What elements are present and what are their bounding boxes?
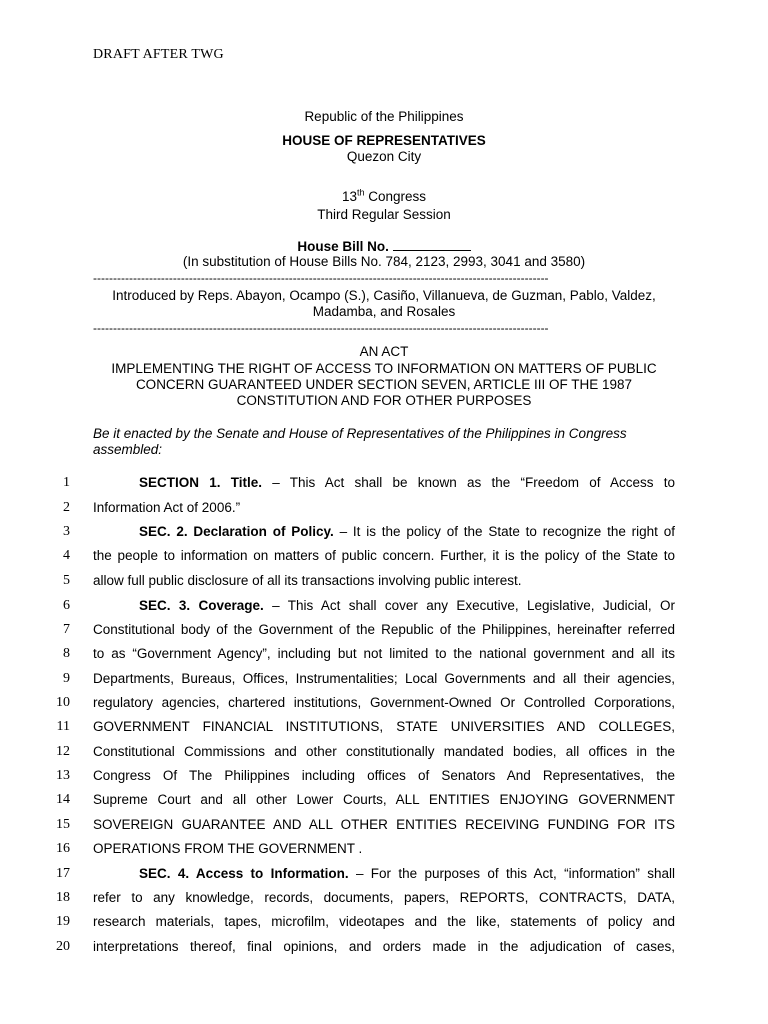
line-number: 11 xyxy=(56,719,70,734)
congress-ordinal: th xyxy=(356,187,365,198)
title-line-3: CONSTITUTION AND FOR OTHER PURPOSES xyxy=(236,393,532,408)
line-number: 16 xyxy=(56,841,70,856)
substitution-line: (In substitution of House Bills No. 784, 2123, 2993, 3041 and 3580) xyxy=(182,254,586,269)
title-line-1: IMPLEMENTING THE RIGHT OF ACCESS TO INFORMATION ON MATTERS OF PUBLIC xyxy=(111,361,657,376)
line-number: 1 xyxy=(63,475,70,490)
divider-bottom: ------------------------------------------------------------------------------------------------------------------ xyxy=(93,322,549,334)
line-number: 18 xyxy=(56,890,70,905)
line-number: 6 xyxy=(63,598,70,613)
line-number: 15 xyxy=(56,817,70,832)
divider-top: ------------------------------------------------------------------------------------------------------------------ xyxy=(93,272,549,284)
bill-number-line xyxy=(93,238,675,255)
body-line: interpretations thereof, final opinions, and orders made in the adjudication of cases, xyxy=(93,939,675,954)
body-line: Congress Of The Philippines including offices of Senators And Representatives, the xyxy=(93,768,675,783)
body-line: Information Act of 2006.” xyxy=(93,500,241,515)
line-number: 14 xyxy=(56,792,70,807)
line-number: 9 xyxy=(63,671,70,686)
introduced-line-1: Introduced by Reps. Abayon, Ocampo (S.), Casiño, Villanueva, de Guzman, Pablo, Valdez, xyxy=(112,288,656,303)
line-number: 10 xyxy=(56,695,70,710)
section-1-heading: SECTION 1. Title. xyxy=(139,475,262,490)
section-2-text: – It is the policy of the State to recognize the right of xyxy=(333,524,675,539)
body-line: refer to any knowledge, records, documents, papers, REPORTS, CONTRACTS, DATA, xyxy=(93,890,675,905)
body-line: Departments, Bureaus, Offices, Instrumentalities; Local Governments and all their agencies, xyxy=(93,671,675,686)
body-line: regulatory agencies, chartered institutions, Government-Owned Or Controlled Corporations, xyxy=(93,695,675,710)
section-1-text: – This Act shall be known as the “Freedom of Access to xyxy=(262,475,675,490)
body-line: GOVERNMENT FINANCIAL INSTITUTIONS, STATE UNIVERSITIES AND COLLEGES, xyxy=(93,719,675,734)
body-line: allow full public disclosure of all its transactions involving public interest. xyxy=(93,573,522,588)
body-line xyxy=(93,475,675,491)
line-number: 13 xyxy=(56,768,70,783)
congress-word: Congress xyxy=(364,189,427,204)
body-line: SOVEREIGN GUARANTEE AND ALL OTHER ENTITIES RECEIVING FUNDING FOR ITS xyxy=(93,817,675,832)
line-number: 17 xyxy=(56,866,70,881)
section-4-heading: SEC. 4. Access to Information. xyxy=(139,866,349,881)
line-number: 12 xyxy=(56,744,70,759)
line-number: 8 xyxy=(63,646,70,661)
line-number: 2 xyxy=(63,500,70,515)
body-line: Supreme Court and all other Lower Courts, ALL ENTITIES ENJOYING GOVERNMENT xyxy=(93,792,675,807)
congress-number: 13 xyxy=(341,189,357,204)
body-line: Constitutional body of the Government of the Republic of the Philippines, hereinafter referred xyxy=(93,622,675,637)
body-line: the people to information on matters of public concern. Further, it is the policy of the State to xyxy=(93,548,675,563)
congress-line xyxy=(93,189,675,205)
bill-number-blank xyxy=(393,238,471,251)
city-line: Quezon City xyxy=(346,149,422,164)
introduced-line-2: Madamba, and Rosales xyxy=(312,304,456,319)
body-line: research materials, tapes, microfilm, videotapes and the like, statements of policy and xyxy=(93,914,675,929)
enacting-clause: Be it enacted by the Senate and House of Representatives of the Philippines in Congress assembled: xyxy=(93,426,627,457)
line-number: 5 xyxy=(63,573,70,588)
body-line: to as “Government Agency”, including but not limited to the national government and all its xyxy=(93,646,675,661)
title-line-2: CONCERN GUARANTEED UNDER SECTION SEVEN, ARTICLE III OF THE 1987 xyxy=(135,377,633,392)
line-number: 20 xyxy=(56,939,70,954)
an-act-heading: AN ACT xyxy=(359,344,409,359)
body-line xyxy=(93,598,675,614)
line-number: 4 xyxy=(63,548,70,563)
line-number: 3 xyxy=(63,524,70,539)
republic-line: Republic of the Philippines xyxy=(304,109,464,124)
body-line xyxy=(93,524,675,540)
section-4-text: – For the purposes of this Act, “information” shall xyxy=(348,866,675,881)
body-line xyxy=(93,866,675,882)
body-line: OPERATIONS FROM THE GOVERNMENT . xyxy=(93,841,363,856)
session-line: Third Regular Session xyxy=(317,207,451,222)
bill-label: House Bill No. xyxy=(297,239,393,254)
section-3-text: – This Act shall cover any Executive, Legislative, Judicial, Or xyxy=(263,598,675,613)
line-number: 7 xyxy=(63,622,70,637)
line-number: 19 xyxy=(56,914,70,929)
house-line: HOUSE OF REPRESENTATIVES xyxy=(282,133,486,148)
section-3-heading: SEC. 3. Coverage. xyxy=(139,598,264,613)
section-2-heading: SEC. 2. Declaration of Policy. xyxy=(139,524,334,539)
draft-label: DRAFT AFTER TWG xyxy=(93,47,224,62)
body-line: Constitutional Commissions and other constitutionally mandated bodies, all offices in the xyxy=(93,744,675,759)
